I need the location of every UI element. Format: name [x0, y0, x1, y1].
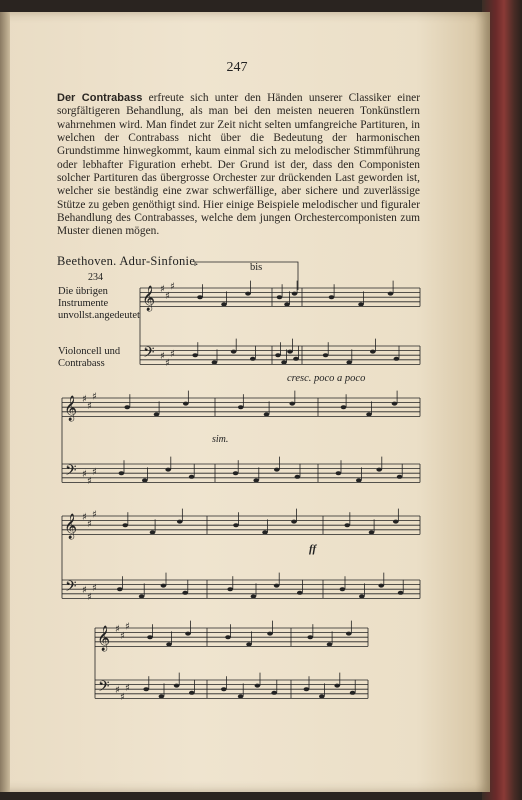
treble-note: [262, 530, 268, 534]
sharp-sign: ♯: [87, 476, 92, 488]
treble-note: [327, 642, 333, 646]
treble-note: [307, 635, 313, 639]
bass-note: [189, 691, 195, 695]
bass-note: [359, 594, 365, 598]
bass-note: [274, 468, 280, 472]
bass-note: [251, 594, 257, 598]
treble-note: [346, 632, 352, 636]
sim-marking: sim.: [212, 434, 229, 445]
treble-note: [154, 412, 160, 416]
bass-note: [238, 694, 244, 698]
bass-note: [119, 471, 125, 475]
bass-note: [231, 350, 237, 354]
treble-note: [393, 520, 399, 524]
sharp-sign: ♯: [87, 518, 92, 530]
sharp-sign: ♯: [82, 512, 87, 523]
bass-note: [182, 591, 188, 595]
bass-note: [287, 350, 293, 354]
treble-note: [238, 405, 244, 409]
sharp-sign: ♯: [160, 351, 165, 363]
lower-staff-label: Violoncell und Contrabass: [58, 346, 121, 369]
sharp-sign: ♯: [82, 394, 87, 405]
treble-note: [122, 523, 128, 527]
bass-note: [319, 694, 325, 698]
bass-note: [323, 353, 329, 357]
bass-note: [281, 360, 287, 364]
sharp-sign: ♯: [87, 400, 92, 412]
treble-note: [183, 402, 189, 406]
treble-note: [124, 405, 130, 409]
sharp-sign: ♯: [120, 630, 125, 642]
example-heading: Beethoven. Adur-Sinfonie.: [57, 254, 199, 268]
treble-note: [329, 295, 335, 299]
paragraph-text: erfreute sich unter den Händen unserer Classiker einer sorgfältigeren Behandlung, als man bei den meisten neueren Tonkünstlern wahrnehmen wird. Man findet zur Zeit nicht selten umfangreiche Partituren, in welchen der Contrabass nicht über die Bedeutung der harmonischen Grundstimme hinwegkommt, kaum einmal sich zu melodischer Stimmführung oder lebhafter Figuration erhebt. Der Grund ist der, dass den Componisten solcher Partituren das übergrosse Orchester zur drückenden Last geworden ist, welcher sie beständig eine zwar schwerfällige, aber sichere und zuverlässige Stütze zu geben genöthigt sind. Hier einige Beispiele melodischer und figuraler Behandlung des Contrabasses, welche dem jungen Orchestercomponisten zum Muster dienen mögen.: [57, 92, 420, 238]
bass-note: [274, 584, 280, 588]
treble-note: [166, 642, 172, 646]
sharp-sign: ♯: [92, 582, 97, 594]
bass-note: [275, 353, 281, 357]
treble-note: [185, 632, 191, 636]
sharp-sign: ♯: [125, 621, 130, 633]
bass-note: [161, 584, 167, 588]
treble-note: [150, 530, 156, 534]
treble-note: [177, 520, 183, 524]
treble-note: [344, 523, 350, 527]
sharp-sign: ♯: [160, 284, 165, 295]
treble-note: [284, 302, 290, 306]
treble-clef-icon: 𝄞: [97, 626, 111, 651]
sharp-sign: ♯: [170, 348, 175, 360]
treble-note: [233, 523, 239, 527]
cresc-marking: cresc. poco a poco: [287, 373, 366, 384]
bass-note: [376, 468, 382, 472]
bass-note: [142, 478, 148, 482]
bass-clef-icon: 𝄢: [65, 462, 77, 483]
treble-note: [197, 295, 203, 299]
sharp-sign: ♯: [120, 692, 125, 704]
sharp-sign: ♯: [92, 466, 97, 478]
treble-note: [369, 530, 375, 534]
bass-note: [370, 350, 376, 354]
sharp-sign: ♯: [115, 685, 120, 697]
bass-note: [394, 357, 400, 361]
bass-note: [346, 360, 352, 364]
bass-note: [233, 471, 239, 475]
treble-clef-icon: 𝄞: [142, 286, 156, 311]
sharp-sign: ♯: [165, 290, 170, 302]
bis-bracket: [195, 262, 298, 290]
treble-note: [221, 302, 227, 306]
sharp-sign: ♯: [82, 469, 87, 481]
bass-note: [350, 691, 356, 695]
bass-note: [189, 475, 195, 479]
treble-note: [267, 632, 273, 636]
bass-note: [221, 687, 227, 691]
treble-note: [264, 412, 270, 416]
treble-note: [358, 302, 364, 306]
treble-note: [245, 292, 251, 296]
bass-note: [293, 357, 299, 361]
treble-note: [225, 635, 231, 639]
treble-clef-icon: 𝄞: [64, 396, 78, 421]
sharp-sign: ♯: [92, 391, 97, 403]
bass-clef-icon: 𝄢: [143, 344, 155, 365]
treble-note: [292, 292, 298, 296]
sharp-sign: ♯: [165, 358, 170, 370]
bass-note: [165, 468, 171, 472]
bass-note: [295, 475, 301, 479]
bass-note: [297, 591, 303, 595]
bass-note: [378, 584, 384, 588]
bass-note: [255, 684, 261, 688]
bass-note: [212, 360, 218, 364]
bass-note: [174, 684, 180, 688]
bass-note: [227, 587, 233, 591]
bass-note: [398, 591, 404, 595]
treble-note: [147, 635, 153, 639]
bass-note: [334, 684, 340, 688]
bass-clef-icon: 𝄢: [98, 678, 110, 699]
treble-note: [289, 402, 295, 406]
bis-label: bis: [250, 262, 263, 273]
upper-staff-label: Die übrigen Instrumente unvollst.angedeutet: [58, 286, 140, 321]
bass-note: [159, 694, 165, 698]
treble-note: [366, 412, 372, 416]
treble-note: [341, 405, 347, 409]
bass-note: [336, 471, 342, 475]
page-number: 247: [226, 60, 248, 75]
treble-note: [392, 402, 398, 406]
ff-marking: ff: [309, 543, 317, 555]
sharp-sign: ♯: [170, 281, 175, 293]
bass-note: [117, 587, 123, 591]
treble-note: [246, 642, 252, 646]
bass-note: [356, 478, 362, 482]
bass-note: [250, 357, 256, 361]
treble-note: [277, 295, 283, 299]
sharp-sign: ♯: [125, 682, 130, 694]
sharp-sign: ♯: [115, 624, 120, 635]
bass-note: [340, 587, 346, 591]
bass-note: [397, 475, 403, 479]
bass-clef-icon: 𝄢: [65, 578, 77, 599]
treble-note: [388, 292, 394, 296]
bass-note: [143, 687, 149, 691]
bass-note: [271, 691, 277, 695]
sharp-sign: ♯: [87, 592, 92, 604]
sharp-sign: ♯: [82, 585, 87, 597]
measure-number: 234: [88, 272, 103, 283]
treble-note: [291, 520, 297, 524]
bass-note: [192, 353, 198, 357]
bass-note: [139, 594, 145, 598]
bass-note: [304, 687, 310, 691]
sharp-sign: ♯: [92, 509, 97, 521]
treble-clef-icon: 𝄞: [64, 514, 78, 539]
bass-note: [253, 478, 259, 482]
paragraph-lead: Der Contrabass: [57, 92, 143, 104]
